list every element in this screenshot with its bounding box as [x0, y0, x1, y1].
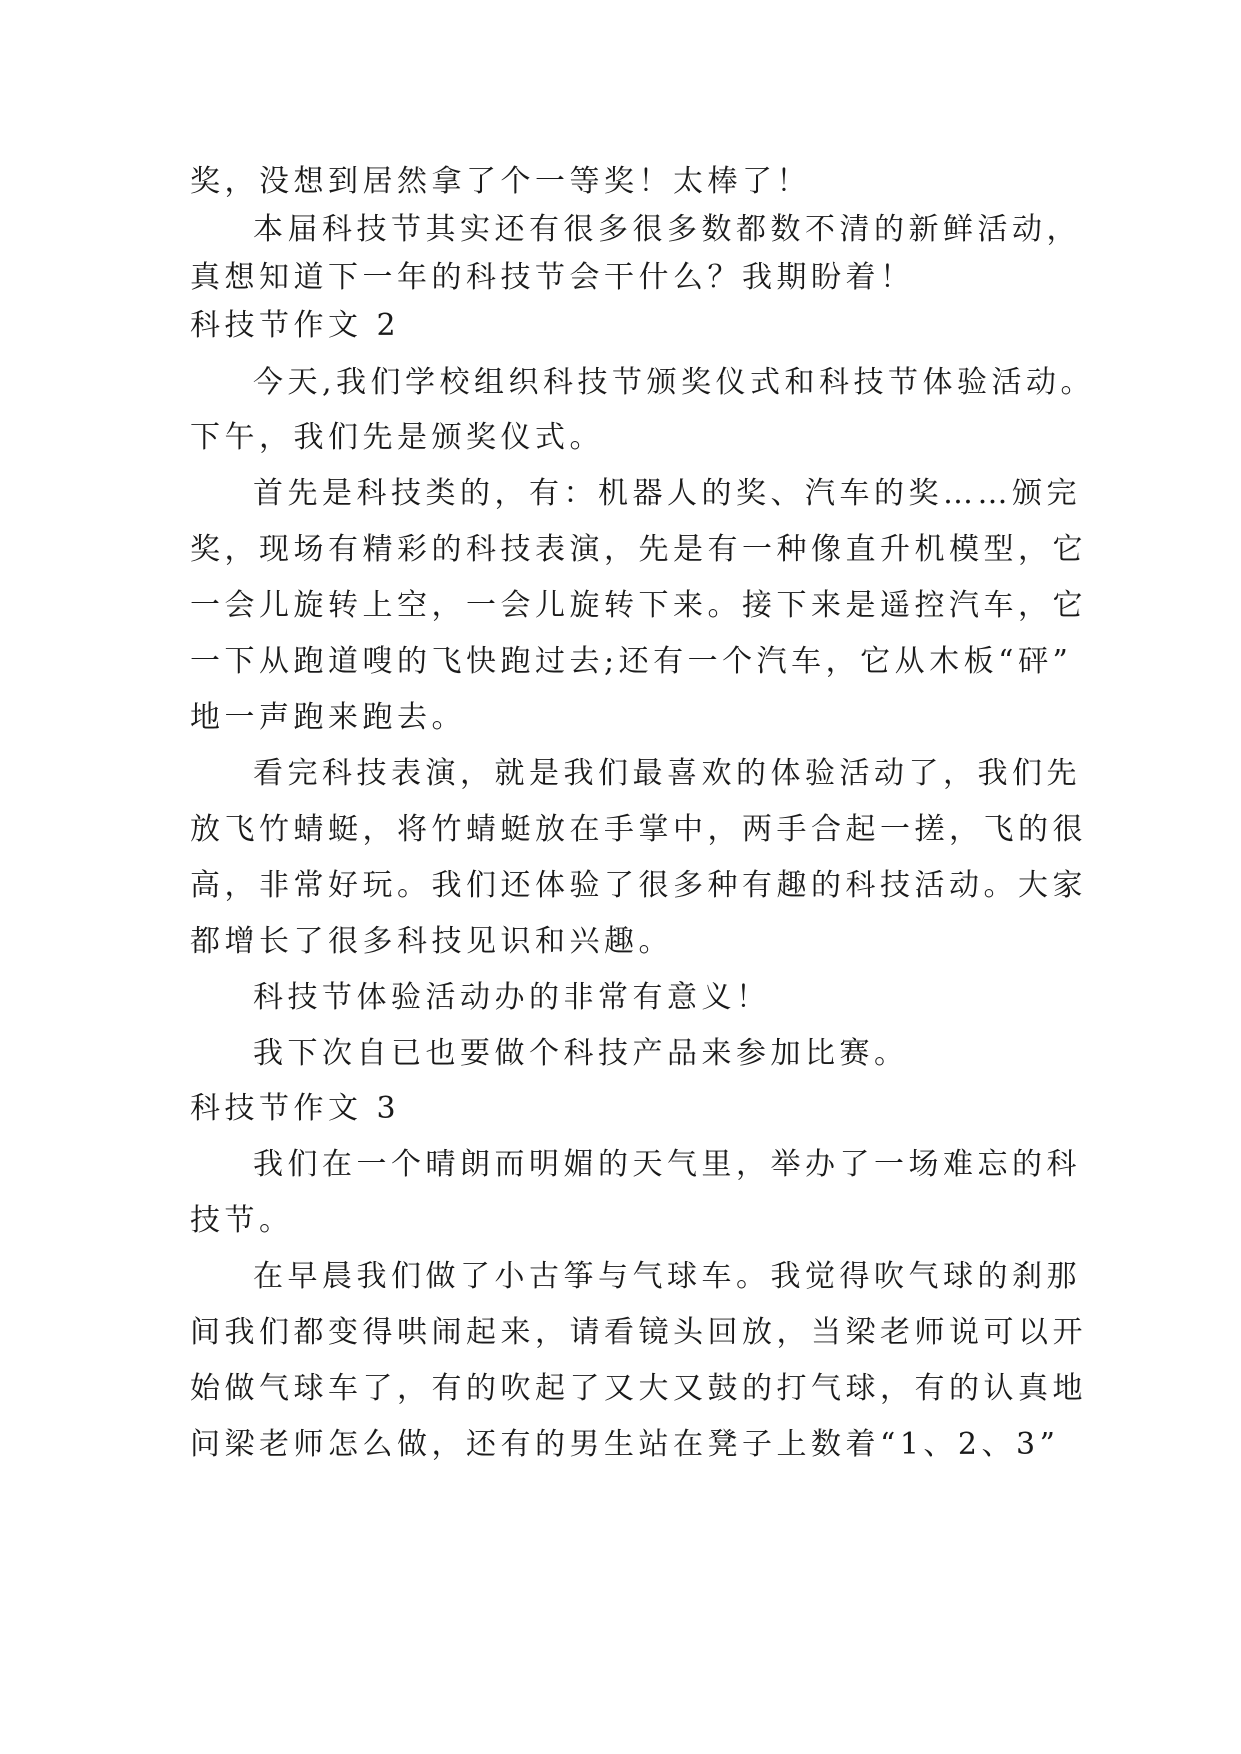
body-text-line: 始做气球车了，有的吹起了又大又鼓的打气球，有的认真地: [190, 1371, 1087, 1406]
body-text-line: 间我们都变得哄闹起来，请看镜头回放，当梁老师说可以开: [190, 1315, 1087, 1350]
body-text-line: 奖，没想到居然拿了个一等奖！太棒了！: [190, 164, 811, 199]
paragraph-first-line: 今天,我们学校组织科技节颁奖仪式和科技节体验活动。: [253, 365, 1096, 400]
body-text-line: 技节。: [190, 1203, 294, 1238]
body-text-line: 一会儿旋转上空，一会儿旋转下来。接下来是遥控汽车，它: [190, 588, 1087, 623]
body-text-line: 高，非常好玩。我们还体验了很多种有趣的科技活动。大家: [190, 868, 1087, 903]
paragraph-first-line: 看完科技表演，就是我们最喜欢的体验活动了，我们先: [253, 756, 1081, 791]
body-text-line: 奖，现场有精彩的科技表演，先是有一种像直升机模型，它: [190, 532, 1087, 567]
paragraph-first-line: 我们在一个晴朗而明媚的天气里，举办了一场难忘的科: [253, 1147, 1081, 1182]
body-text-line: 一下从跑道嗖的飞快跑过去;还有一个汽车，它从木板“砰”: [190, 644, 1073, 679]
body-text-line: 问梁老师怎么做，还有的男生站在凳子上数着“1、2、3”: [190, 1427, 1060, 1462]
body-text-line: 放飞竹蜻蜓，将竹蜻蜓放在手掌中，两手合起一搓，飞的很: [190, 812, 1087, 847]
paragraph-first-line: 科技节体验活动办的非常有意义！: [253, 980, 771, 1015]
paragraph-first-line: 首先是科技类的，有：机器人的奖、汽车的奖……颁完: [253, 476, 1081, 511]
body-text-line: 下午，我们先是颁奖仪式。: [190, 420, 604, 455]
paragraph-first-line: 本届科技节其实还有很多很多数都数不清的新鲜活动，: [253, 212, 1081, 247]
body-text-line: 真想知道下一年的科技节会干什么？我期盼着！: [190, 260, 915, 295]
body-text-line: 都增长了很多科技见识和兴趣。: [190, 924, 673, 959]
body-text-line: 地一声跑来跑去。: [190, 700, 466, 735]
section-heading: 科技节作文 3: [190, 1091, 401, 1126]
paragraph-first-line: 在早晨我们做了小古筝与气球车。我觉得吹气球的刹那: [253, 1259, 1081, 1294]
section-heading: 科技节作文 2: [190, 308, 401, 343]
paragraph-first-line: 我下次自已也要做个科技产品来参加比赛。: [253, 1036, 909, 1071]
